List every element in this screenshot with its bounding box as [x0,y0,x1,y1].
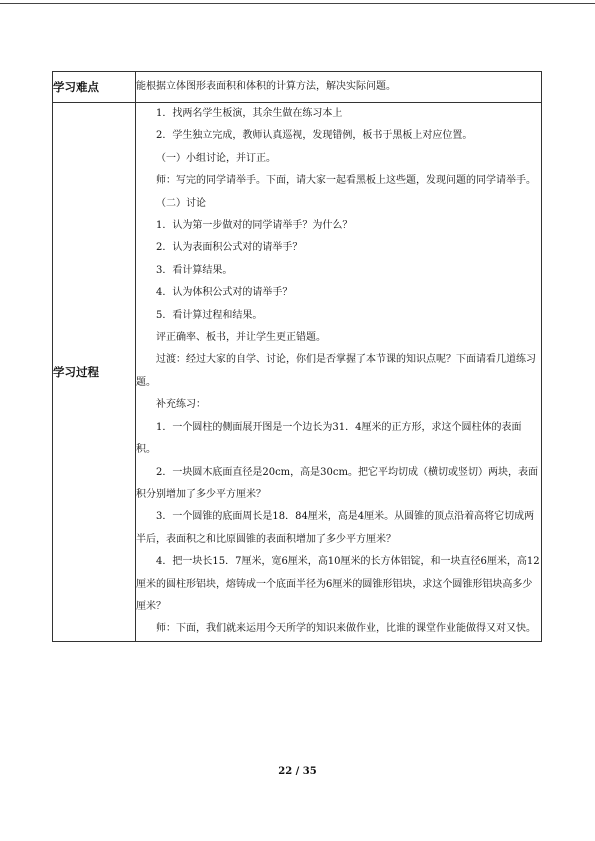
process-paragraph: 5．看计算过程和结果。 [156,309,263,321]
process-content [136,103,542,642]
difficulty-label: 学习难点 [53,72,136,103]
process-paragraph: 过渡：经过大家的自学、讨论，你们是否掌握了本节课的知识点呢？下面请看几道练习题。 [136,354,536,388]
process-paragraph: 2．学生独立完成，教师认真巡视，发现错例，板书于黑板上对应位置。 [156,130,473,142]
process-row [53,103,542,642]
header-rule [0,3,595,4]
difficulty-row [53,72,542,103]
process-paragraph: 师：写完的同学请举手。下面，请大家一起看黑板上这些题，发现问题的同学请举手。 [156,175,536,187]
process-paragraph: 4．认为体积公式对的请举手？ [156,287,293,299]
process-label: 学习过程 [53,103,136,642]
process-paragraph: 1．一个圆柱的侧面展开图是一个边长为31．4厘米的正方形，求这个圆柱体的表面积。 [136,421,522,456]
process-paragraph: 2．认为表面积公式对的请举手？ [156,242,303,254]
process-paragraph: 2．一块圆木底面直径是20cm，高是30cm。把它平均切成（横切或竖切）两块，表面积分别增加了多少平方厘米？ [136,466,538,500]
process-paragraph: 补充练习： [156,399,206,411]
lesson-table [52,71,542,642]
process-paragraph: 3．看计算结果。 [156,264,233,276]
process-paragraph: 师：下面，我们就来运用今天所学的知识来做作业，比谁的课堂作业能做得又对又快。 [156,623,536,635]
page-number: 22 / 35 [278,766,317,777]
process-paragraph: 评正确率、板书，并让学生更正错题。 [156,332,326,344]
process-paragraph: 1．找两名学生板演，其余生做在练习本上 [156,108,343,119]
process-paragraph: 3．一个圆锥的底面周长是18．84厘米，高是4厘米。从圆锥的顶点沿着高将它切成两半后，表面积之和比原圆锥的表面积增加了多少平方厘米？ [136,511,535,545]
process-paragraph: （一）小组讨论，并订正。 [156,152,276,164]
difficulty-text: 能根据立体图形表面积和体积的计算方法，解决实际问题。 [136,72,542,103]
process-paragraph: （二）讨论 [156,197,206,209]
process-paragraph: 1．认为第一步做对的同学请举手？为什么？ [156,220,353,232]
process-paragraph: 4．把一块长15．7厘米，宽6厘米，高10厘米的长方体铝锭，和一块直径6厘米，高12厘米的圆柱形铝块，熔铸成一个底面半径为6厘米的圆锥形铝块，求这个圆锥形铝块高多少厘米？ [136,556,540,612]
